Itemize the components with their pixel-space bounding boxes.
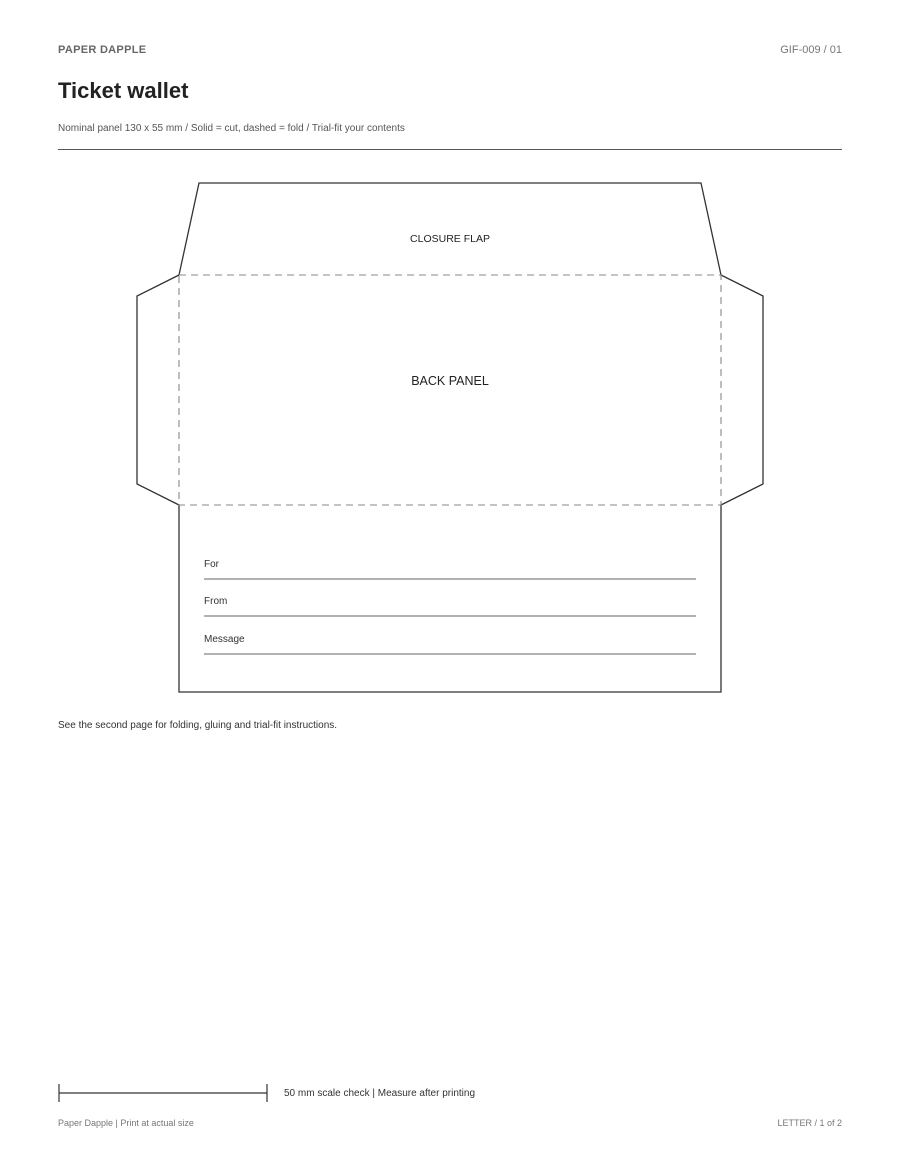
field-label-from: From — [204, 596, 228, 607]
scale-bar — [59, 1084, 267, 1102]
field-label-message: Message — [204, 634, 245, 645]
instructions-note: See the second page for folding, gluing and trial-fit instructions. — [58, 720, 338, 731]
front-pocket-outline — [179, 505, 721, 692]
left-side-tab-outline — [137, 275, 179, 505]
page-subtitle: Nominal panel 130 x 55 mm / Solid = cut, dashed = fold / Trial-fit your contents — [58, 123, 405, 134]
back-panel-label: BACK PANEL — [411, 374, 489, 388]
footer-page-info: LETTER / 1 of 2 — [777, 1118, 842, 1128]
document-code: GIF-009 / 01 — [780, 44, 842, 56]
page-title: Ticket wallet — [58, 78, 189, 103]
brand-name: PAPER DAPPLE — [58, 44, 147, 56]
closure-flap-label: CLOSURE FLAP — [410, 233, 490, 245]
closure-flap-outline — [179, 183, 721, 275]
back-panel-fold-lines — [179, 275, 721, 505]
right-side-tab-outline — [721, 275, 763, 505]
scale-check-label: 50 mm scale check | Measure after printing — [284, 1088, 476, 1099]
footer-left: Paper Dapple | Print at actual size — [58, 1118, 194, 1128]
field-label-for: For — [204, 559, 219, 570]
